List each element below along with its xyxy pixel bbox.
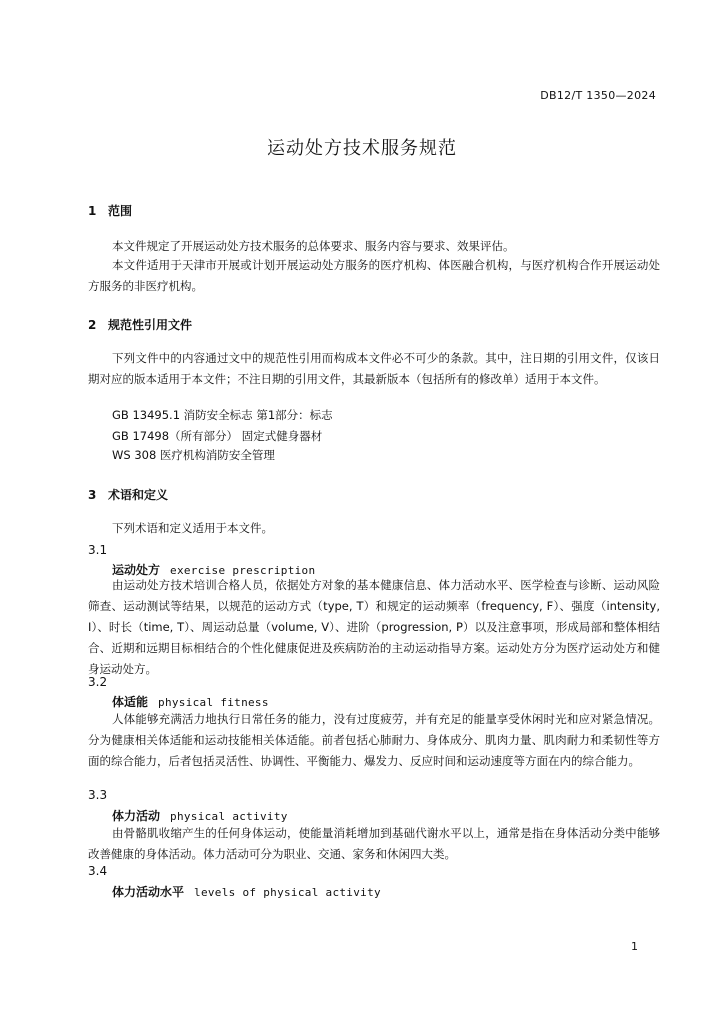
paragraph: 下列文件中的内容通过文中的规范性引用而构成本文件必不可少的条款。其中，注日期的引用文件，仅该日期对应的版本适用于本文件；不注日期的引用文件，其最新版本（包括所有的修改单）适用于本文件。 [88, 351, 660, 386]
term-number: 3.2 [88, 675, 108, 689]
page-number: 1 [631, 940, 638, 953]
term-definition: 由骨骼肌收缩产生的任何身体运动，使能量消耗增加到基础代谢水平以上，通常是指在身体活动分类中能够改善健康的身体活动。体力活动可分为职业、交通、家务和休闲四大类。 [88, 826, 660, 861]
term-number: 3.3 [88, 788, 108, 802]
paragraph: 本文件适用于天津市开展或计划开展运动处方服务的医疗机构、体医融合机构，与医疗机构合作开展运动处方服务的非医疗机构。 [88, 258, 660, 293]
term-en: physical activity [170, 810, 288, 823]
term-zh: 体力活动 [112, 809, 161, 823]
term-zh: 体力活动水平 [112, 885, 185, 899]
reference-item: GB 13495.1 消防安全标志 第1部分：标志 [112, 408, 333, 422]
document-title: 运动处方技术服务规范 [267, 138, 457, 159]
term-zh: 体适能 [112, 695, 149, 709]
section-title: 术语和定义 [108, 488, 169, 502]
section-title: 范围 [108, 204, 133, 218]
section-heading-scope [88, 202, 132, 219]
term-zh: 运动处方 [112, 563, 161, 577]
standard-code: DB12/T 1350—2024 [540, 89, 656, 102]
term-title [112, 883, 381, 900]
term-title [112, 807, 288, 824]
section-heading-normative-references [88, 316, 192, 333]
reference-item: WS 308 医疗机构消防安全管理 [112, 448, 275, 462]
term-en: physical fitness [158, 696, 269, 709]
section-title: 规范性引用文件 [108, 318, 193, 332]
section-number: 1 [88, 204, 97, 218]
term-en: exercise prescription [170, 564, 316, 577]
section-number: 3 [88, 488, 97, 502]
term-title [112, 693, 269, 710]
term-definition: 人体能够充满活力地执行日常任务的能力，没有过度疲劳，并有充足的能量享受休闲时光和应对紧急情况。分为健康相关体适能和运动技能相关体适能。前者包括心肺耐力、身体成分、肌肉力量、肌肉耐力和柔韧性等方面的综合能力，后者包括灵活性、协调性、平衡能力、爆发力、反应时间和运动速度等方面在内的综合能力。 [88, 712, 660, 768]
paragraph: 本文件规定了开展运动处方技术服务的总体要求、服务内容与要求、效果评估。 [112, 239, 515, 253]
section-number: 2 [88, 318, 97, 332]
term-number: 3.4 [88, 864, 108, 878]
paragraph: 下列术语和定义适用于本文件。 [112, 521, 273, 535]
term-en: levels of physical activity [194, 886, 381, 899]
section-heading-terms-and-definitions [88, 486, 168, 503]
term-number: 3.1 [88, 543, 108, 557]
term-definition: 由运动处方技术培训合格人员，依据处方对象的基本健康信息、体力活动水平、医学检查与诊断、运动风险筛查、运动测试等结果，以规范的运动方式（type, T）和规定的运动频率（frequency, F）、强度（intensity, I）、时长（time, T）、周运动总量（volume, V）、进阶（progression, P）以及注意事项，形成局部和整体相结合、近期和远期目标相结合的个性化健康促进及疾病防治的主动运动指导方案。运动处方分为医疗运动处方和健身运动处方。 [88, 578, 660, 676]
reference-item: GB 17498（所有部分） 固定式健身器材 [112, 429, 323, 443]
